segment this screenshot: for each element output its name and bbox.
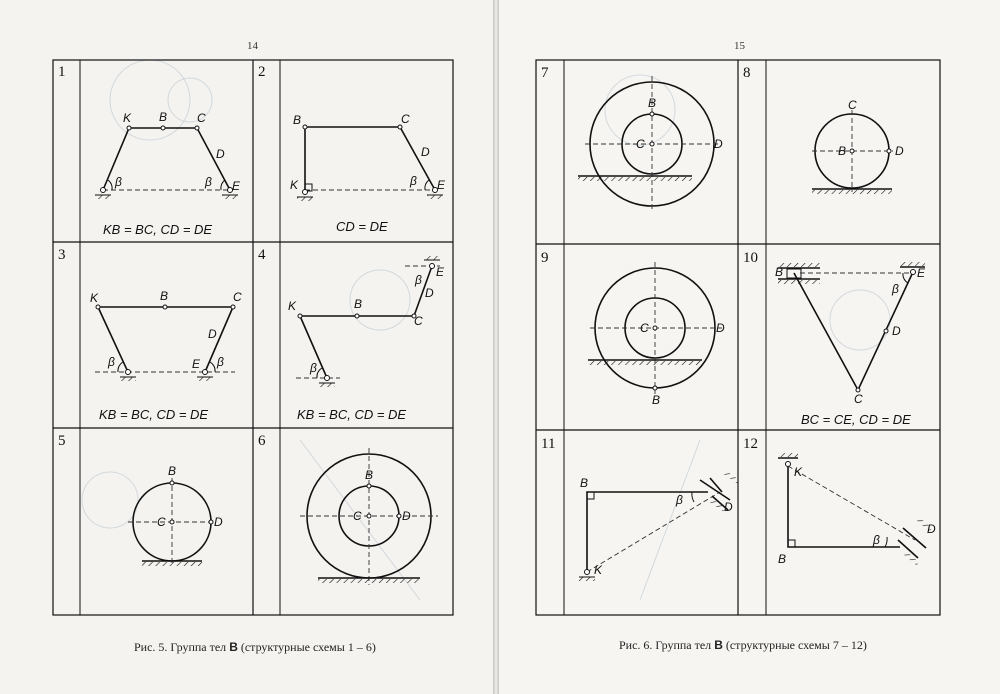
- page-number-right: 15: [734, 40, 745, 52]
- svg-text:B: B: [838, 144, 847, 158]
- caption-bold: B: [714, 638, 723, 652]
- scheme-4: [258, 247, 445, 422]
- scheme-equation: BC = CE, CD = DE: [801, 412, 911, 427]
- svg-text:C: C: [636, 137, 645, 151]
- svg-text:E: E: [437, 178, 446, 192]
- svg-text:C: C: [233, 290, 242, 304]
- svg-text:B: B: [160, 289, 169, 303]
- svg-text:D: D: [216, 147, 225, 161]
- scheme-8: [743, 65, 904, 194]
- page-number-left: 14: [247, 40, 258, 52]
- scheme-number: 10: [743, 250, 758, 266]
- caption-bold: B: [229, 640, 238, 654]
- scheme-equation: KB = BC, CD = DE: [297, 407, 407, 422]
- svg-text:D: D: [927, 522, 936, 536]
- svg-text:K: K: [290, 178, 299, 192]
- scheme-1: [58, 64, 241, 237]
- svg-text:D: D: [214, 515, 223, 529]
- scheme-equation: KB = BC, CD = DE: [103, 222, 213, 237]
- svg-text:β: β: [873, 533, 880, 547]
- scheme-number: 4: [258, 247, 266, 263]
- scheme-number: 7: [541, 65, 549, 81]
- scheme-equation: CD = DE: [336, 219, 388, 234]
- svg-text:B: B: [580, 476, 589, 490]
- scheme-number: 6: [258, 433, 266, 449]
- scheme-2: [258, 64, 446, 234]
- svg-text:B: B: [168, 464, 177, 478]
- svg-text:B: B: [652, 393, 661, 407]
- svg-text:K: K: [794, 465, 803, 479]
- svg-text:K: K: [594, 563, 603, 577]
- svg-text:B: B: [354, 297, 363, 311]
- svg-text:β: β: [676, 493, 683, 507]
- scheme-number: 1: [58, 64, 66, 80]
- scheme-number: 2: [258, 64, 266, 80]
- svg-text:K: K: [90, 291, 99, 305]
- svg-text:D: D: [714, 137, 723, 151]
- caption-text: Рис. 5. Группа тел: [134, 640, 227, 654]
- svg-text:C: C: [414, 314, 423, 328]
- svg-text:E: E: [917, 266, 926, 280]
- scheme-7: [541, 65, 723, 212]
- scheme-6: [258, 433, 438, 585]
- scheme-10: [743, 250, 926, 427]
- svg-text:D: D: [895, 144, 904, 158]
- svg-text:B: B: [365, 468, 374, 482]
- svg-text:β: β: [205, 175, 212, 189]
- scheme-9: [541, 250, 725, 407]
- svg-text:β: β: [310, 361, 317, 375]
- svg-text:K: K: [123, 111, 132, 125]
- svg-text:β: β: [892, 282, 899, 296]
- svg-text:C: C: [401, 112, 410, 126]
- scheme-number: 9: [541, 250, 549, 266]
- svg-text:C: C: [197, 111, 206, 125]
- scheme-11: [541, 436, 739, 581]
- scheme-number: 5: [58, 433, 66, 449]
- svg-text:B: B: [159, 110, 168, 124]
- caption-text: Рис. 6. Группа тел: [619, 638, 712, 652]
- svg-text:C: C: [157, 515, 166, 529]
- svg-text:D: D: [716, 321, 725, 335]
- svg-text:β: β: [115, 175, 122, 189]
- scheme-5: [58, 433, 223, 566]
- svg-text:C: C: [353, 509, 362, 523]
- svg-text:B: B: [293, 113, 302, 127]
- svg-text:B: B: [778, 552, 787, 566]
- svg-text:B: B: [775, 265, 784, 279]
- scheme-number: 3: [58, 247, 66, 263]
- svg-text:β: β: [415, 273, 422, 287]
- svg-text:E: E: [192, 357, 201, 371]
- scheme-equation: KB = BC, CD = DE: [99, 407, 209, 422]
- scheme-3: [58, 247, 242, 422]
- svg-text:K: K: [288, 299, 297, 313]
- svg-text:D: D: [402, 509, 411, 523]
- caption-suffix: (структурные схемы 7 – 12): [725, 638, 867, 652]
- svg-text:D: D: [425, 286, 434, 300]
- svg-text:B: B: [648, 96, 657, 110]
- scheme-number: 12: [743, 436, 758, 452]
- svg-text:β: β: [410, 174, 417, 188]
- caption-suffix: (структурные схемы 1 – 6): [240, 640, 376, 654]
- svg-text:E: E: [232, 179, 241, 193]
- scheme-number: 11: [541, 436, 556, 452]
- svg-text:D: D: [892, 324, 901, 338]
- svg-text:β: β: [217, 355, 224, 369]
- scheme-12: [743, 436, 936, 566]
- svg-text:D: D: [724, 500, 733, 514]
- svg-text:D: D: [208, 327, 217, 341]
- scheme-number: 8: [743, 65, 751, 81]
- left-grid: [53, 60, 453, 615]
- svg-text:C: C: [640, 321, 649, 335]
- svg-text:C: C: [854, 392, 863, 406]
- right-grid: [536, 60, 940, 615]
- svg-text:D: D: [421, 145, 430, 159]
- svg-text:E: E: [436, 265, 445, 279]
- svg-text:β: β: [108, 355, 115, 369]
- svg-text:C: C: [848, 98, 857, 112]
